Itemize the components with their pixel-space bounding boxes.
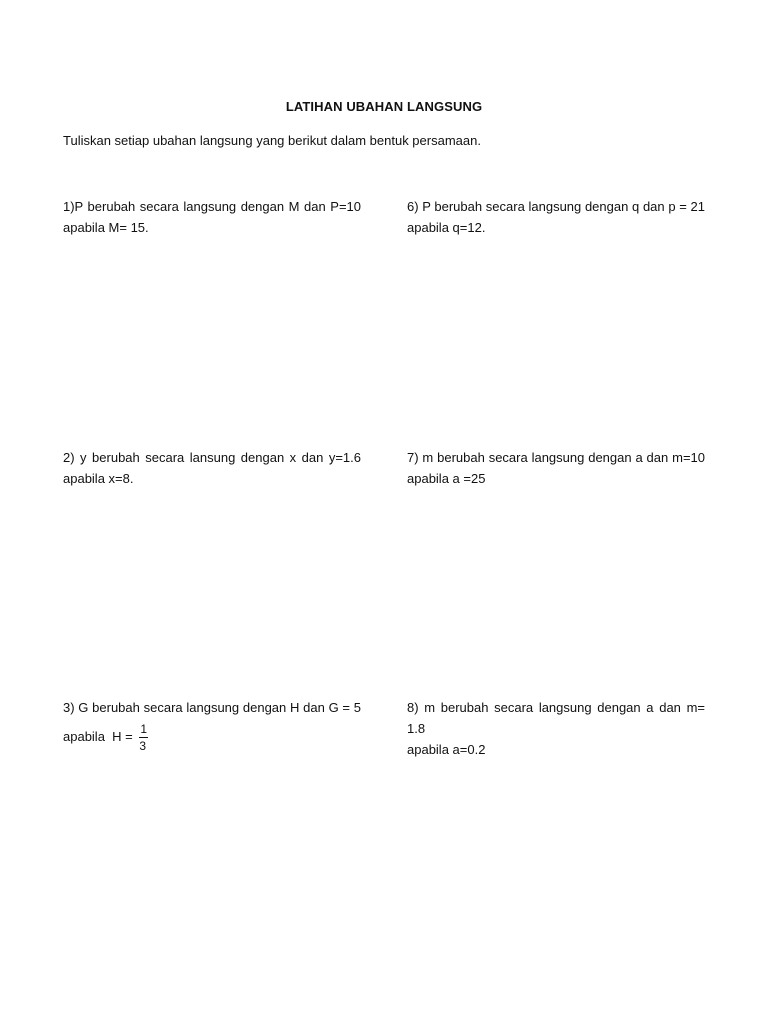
question-8-line-2: apabila a=0.2 xyxy=(407,742,486,757)
question-3-line-1: 3) G berubah secara langsung dengan H dan G = 5 xyxy=(63,700,361,715)
question-3-line-2-prefix: apabila H = xyxy=(63,728,133,744)
fraction-one-third xyxy=(139,722,148,753)
question-7 xyxy=(407,447,705,489)
question-2-line-2: apabila x=8. xyxy=(63,471,134,486)
question-6-line-2: apabila q=12. xyxy=(407,220,486,235)
fraction-numerator: 1 xyxy=(140,722,148,736)
question-3-line-2 xyxy=(63,722,361,753)
instruction-text: Tuliskan setiap ubahan langsung yang berikut dalam bentuk persamaan. xyxy=(63,133,481,148)
fraction-denominator: 3 xyxy=(139,739,147,753)
question-8 xyxy=(407,697,705,760)
question-2 xyxy=(63,447,361,489)
question-1-line-1: 1)P berubah secara langsung dengan M dan P=10 xyxy=(63,199,361,214)
question-1-line-2: apabila M= 15. xyxy=(63,220,149,235)
question-3 xyxy=(63,697,361,753)
page-title: LATIHAN UBAHAN LANGSUNG xyxy=(285,99,483,114)
question-6-line-1: 6) P berubah secara langsung dengan q dan p = 21 xyxy=(407,199,705,214)
question-1 xyxy=(63,196,361,238)
question-7-line-2: apabila a =25 xyxy=(407,471,486,486)
question-8-line-1: 8) m berubah secara langsung dengan a dan m= 1.8 xyxy=(407,700,705,736)
question-7-line-1: 7) m berubah secara langsung dengan a dan m=10 xyxy=(407,450,705,465)
question-2-line-1: 2) y berubah secara lansung dengan x dan y=1.6 xyxy=(63,450,361,465)
question-6 xyxy=(407,196,705,238)
